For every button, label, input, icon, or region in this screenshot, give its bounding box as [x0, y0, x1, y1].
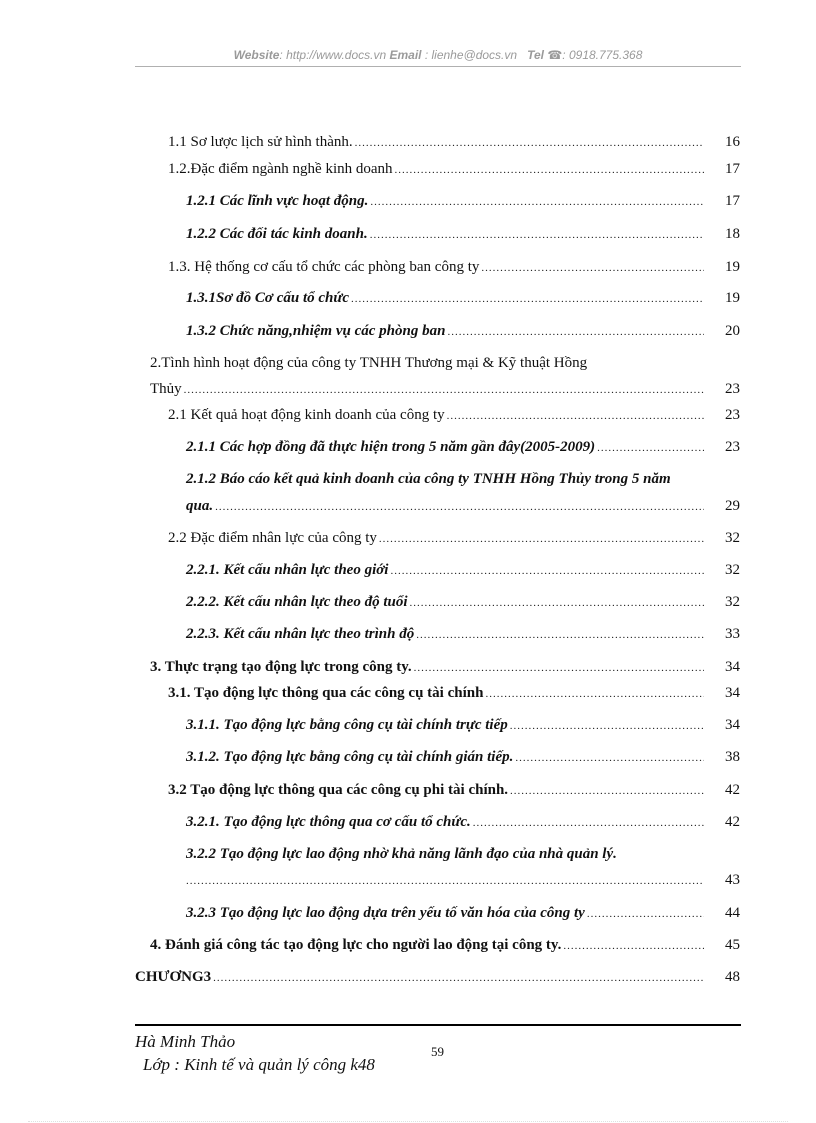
- toc-entry-page: 44: [725, 905, 740, 921]
- footer-class: Lớp : Kinh tế và quản lý công k48: [143, 1055, 375, 1074]
- dot-leader: [587, 905, 704, 923]
- toc-entry[interactable]: [186, 497, 740, 516]
- toc-entry[interactable]: [186, 813, 740, 832]
- toc-entry[interactable]: [150, 380, 740, 399]
- dot-leader: [390, 562, 704, 580]
- dot-leader: [515, 749, 704, 767]
- header-divider: [135, 66, 741, 67]
- toc-entry-title-line1[interactable]: [186, 470, 740, 488]
- toc-entry-page: 19: [725, 259, 740, 275]
- dot-leader: [473, 814, 704, 832]
- toc-entry-page: 45: [725, 937, 740, 953]
- dot-leader: [410, 594, 704, 612]
- toc-entry-page: 19: [725, 290, 740, 306]
- toc-entry-page: 32: [725, 562, 740, 578]
- page-number: 59: [431, 1044, 444, 1059]
- toc-entry-title: 1.2.Đặc điểm ngành nghề kinh doanh: [168, 161, 393, 177]
- footer-divider: [135, 1024, 741, 1026]
- dot-leader: [215, 498, 704, 516]
- toc-entry-page: 33: [725, 626, 740, 642]
- toc-entry-page: 34: [725, 717, 740, 733]
- toc-entry-title: 4. Đánh giá công tác tạo động lực cho người lao động tại công ty.: [150, 937, 562, 953]
- toc-entry-title: 3.1. Tạo động lực thông qua các công cụ tài chính: [168, 685, 484, 701]
- toc-entry-title: qua.: [186, 498, 214, 514]
- toc-entry[interactable]: [168, 258, 740, 277]
- email-value: : lienhe@docs.vn: [421, 48, 518, 62]
- toc-entry-title: 1.3.1Sơ đồ Cơ cấu tổ chức: [186, 290, 350, 306]
- toc-entry-page: 32: [725, 530, 740, 546]
- tel-label: Tel: [527, 48, 544, 62]
- dot-leader: [510, 717, 704, 735]
- website-label: Website: [233, 48, 280, 62]
- toc-entry[interactable]: [186, 593, 740, 612]
- dot-leader: [510, 782, 704, 800]
- toc-entry-title: 2.2 Đặc điểm nhân lực của công ty: [168, 530, 377, 546]
- email-label: Email: [389, 48, 422, 62]
- toc-entry[interactable]: [186, 192, 740, 211]
- toc-entry-page: 17: [725, 161, 740, 177]
- dot-leader: [355, 134, 704, 152]
- toc-entry-page: 20: [725, 323, 740, 339]
- footer-author: Hà Minh Thảo: [135, 1032, 236, 1051]
- toc-entry-page: 38: [725, 749, 740, 765]
- toc-entry-title: 3.2.1. Tạo động lực thông qua cơ cấu tổ chức.: [186, 814, 471, 830]
- phone-icon: ☎: [547, 48, 563, 62]
- toc-entry-title: 2.1 Kết quả hoạt động kinh doanh của công ty: [168, 407, 445, 423]
- toc-entry[interactable]: [168, 406, 740, 425]
- toc-entry-page: 48: [725, 969, 740, 985]
- toc-entry[interactable]: [186, 716, 740, 735]
- dot-leader: [485, 685, 704, 703]
- toc-entry-title: 3.1.2. Tạo động lực bằng công cụ tài chính gián tiếp.: [186, 749, 514, 765]
- dot-leader: [351, 290, 704, 308]
- toc-entry[interactable]: [186, 561, 740, 580]
- toc-entry[interactable]: [186, 289, 740, 308]
- dot-leader: [414, 659, 704, 677]
- toc-entry[interactable]: [186, 904, 740, 923]
- website-value: : http://www.docs.vn: [279, 48, 387, 62]
- toc-entry-title: 3.2 Tạo động lực thông qua các công cụ phi tài chính.: [168, 782, 509, 798]
- dot-leader: [563, 937, 704, 955]
- toc-entry[interactable]: [186, 871, 740, 890]
- dot-leader: [370, 226, 704, 244]
- toc-entry-title: 3.2.3 Tạo động lực lao động dựa trên yếu tố văn hóa của công ty: [186, 905, 585, 921]
- toc-entry-page: 29: [725, 498, 740, 514]
- toc-entry-title-line1[interactable]: [186, 845, 740, 863]
- toc-entry-title: 2.1.1 Các hợp đồng đã thực hiện trong 5 năm gần đây(2005-2009): [186, 439, 596, 455]
- toc-entry[interactable]: [150, 658, 740, 677]
- toc-entry-page: 42: [725, 814, 740, 830]
- dot-leader: [597, 439, 704, 457]
- page-header: [135, 48, 741, 62]
- toc-entry-page: 42: [725, 782, 740, 798]
- toc-entry-page: 23: [725, 439, 740, 455]
- toc-entry-title-first-line: 3.2.2 Tạo động lực lao động nhờ khả năng lãnh đạo của nhà quản lý.: [186, 846, 617, 862]
- dot-leader: [395, 161, 704, 179]
- toc-entry-title: 1.3.2 Chức năng,nhiệm vụ các phòng ban: [186, 323, 446, 339]
- dot-leader: [416, 626, 704, 644]
- toc-entry[interactable]: [168, 133, 740, 152]
- toc-entry-title: 3.1.1. Tạo động lực bằng công cụ tài chính trực tiếp: [186, 717, 508, 733]
- toc-entry-title: 1.2.2 Các đối tác kinh doanh.: [186, 226, 368, 242]
- toc-entry[interactable]: [186, 438, 740, 457]
- toc-entry-title: 2.2.2. Kết cấu nhân lực theo độ tuổi: [186, 594, 408, 610]
- dot-leader: [184, 381, 704, 399]
- toc-entry[interactable]: [186, 748, 740, 767]
- dot-leader: [379, 530, 704, 548]
- toc-entry-page: 17: [725, 193, 740, 209]
- toc-entry[interactable]: [186, 225, 740, 244]
- toc-entry[interactable]: [168, 529, 740, 548]
- toc-entry[interactable]: [135, 968, 740, 987]
- tel-value: : 0918.775.368: [562, 48, 643, 62]
- toc-entry-title: 2.2.3. Kết cấu nhân lực theo trình độ: [186, 626, 415, 642]
- dot-leader: [213, 969, 704, 987]
- toc-entry-title: Thủy: [150, 381, 182, 397]
- toc-entry-title: CHƯƠNG3: [135, 969, 212, 985]
- dot-leader: [370, 193, 704, 211]
- toc-entry-page: 23: [725, 381, 740, 397]
- toc-entry-page: 18: [725, 226, 740, 242]
- toc-entry[interactable]: [186, 625, 740, 644]
- toc-entry-title-first-line: 2.Tình hình hoạt động của công ty TNHH Thương mại & Kỹ thuật Hồng: [150, 355, 588, 371]
- toc-entry-page: 16: [725, 134, 740, 150]
- toc-entry[interactable]: [186, 322, 740, 341]
- toc-entry-title: 3. Thực trạng tạo động lực trong công ty.: [150, 659, 412, 675]
- toc-entry-page: 34: [725, 659, 740, 675]
- toc-entry-title-first-line: 2.1.2 Báo cáo kết quả kinh doanh của công ty TNHH Hồng Thủy trong 5 năm: [186, 471, 671, 487]
- toc-entry-page: 23: [725, 407, 740, 423]
- dot-leader: [447, 323, 704, 341]
- toc-entry-title: 1.3. Hệ thống cơ cấu tổ chức các phòng ban công ty: [168, 259, 480, 275]
- toc-entry-title: 1.2.1 Các lĩnh vực hoạt động.: [186, 193, 369, 209]
- toc-entry-title-line1[interactable]: [150, 354, 740, 372]
- toc-entry-page: 34: [725, 685, 740, 701]
- toc-entry[interactable]: [168, 160, 740, 179]
- dot-leader: [447, 407, 704, 425]
- toc-entry-page: 32: [725, 594, 740, 610]
- toc-entry[interactable]: [150, 936, 740, 955]
- toc-entry-title: 1.1 Sơ lược lịch sử hình thành.: [168, 134, 353, 150]
- dot-leader: [186, 872, 704, 890]
- toc-entry-page: 43: [725, 872, 740, 888]
- toc-entry-title: 2.2.1. Kết cấu nhân lực theo giới: [186, 562, 389, 578]
- toc-entry[interactable]: [168, 781, 740, 800]
- page-bottom-border: [28, 1121, 788, 1122]
- dot-leader: [481, 259, 704, 277]
- toc-entry[interactable]: [168, 684, 740, 703]
